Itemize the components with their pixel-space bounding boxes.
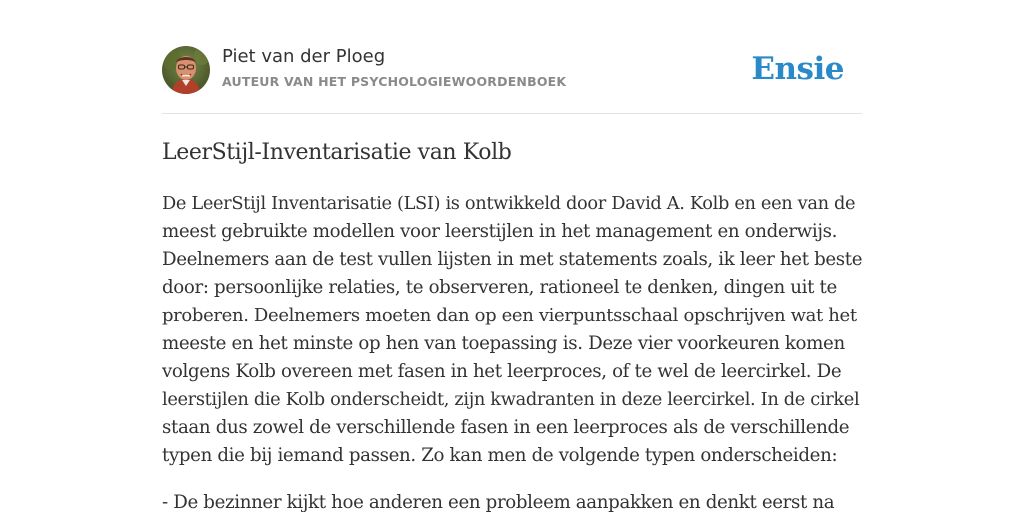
body-line: meest gebruikte modellen voor leerstijlen in het management en onderwijs. xyxy=(162,221,838,242)
author-photo-icon xyxy=(162,46,210,94)
body-line: meeste en het minste op hen van toepassing is. Deze vier voorkeuren komen xyxy=(162,333,845,354)
list-item: - De bezinner kijkt hoe anderen een probleem aanpakken en denkt eerst na xyxy=(162,492,835,512)
body-line: typen die bij iemand passen. Zo kan men de volgende typen onderscheiden: xyxy=(162,445,838,466)
ensie-logo[interactable]: Ensie xyxy=(751,51,844,87)
body-line: door: persoonlijke relaties, te observeren, rationeel te denken, dingen uit te xyxy=(162,277,837,298)
body-line: staan dus zowel de verschillende fasen in een leerproces als de verschillende xyxy=(162,417,850,438)
article-body xyxy=(162,190,862,470)
body-line: leerstijlen die Kolb onderscheidt, zijn kwadranten in deze leercirkel. In de cirkel xyxy=(162,389,860,410)
author-name[interactable]: Piet van der Ploeg xyxy=(222,46,386,67)
avatar[interactable] xyxy=(162,46,210,94)
header xyxy=(162,0,862,114)
body-line: De LeerStijl Inventarisatie (LSI) is ontwikkeld door David A. Kolb en een van de xyxy=(162,193,856,214)
body-line: Deelnemers aan de test vullen lijsten in met statements zoals, ik leer het beste xyxy=(162,249,863,270)
content-container xyxy=(162,0,863,512)
article-title: LeerStijl-Inventarisatie van Kolb xyxy=(162,140,512,165)
body-line: volgens Kolb overeen met fasen in het leerproces, of te wel de leercirkel. De xyxy=(162,361,842,382)
author-role: AUTEUR VAN HET PSYCHOLOGIEWOORDENBOEK xyxy=(222,74,567,89)
body-line: proberen. Deelnemers moeten dan op een vierpuntsschaal opschrijven wat het xyxy=(162,305,857,326)
